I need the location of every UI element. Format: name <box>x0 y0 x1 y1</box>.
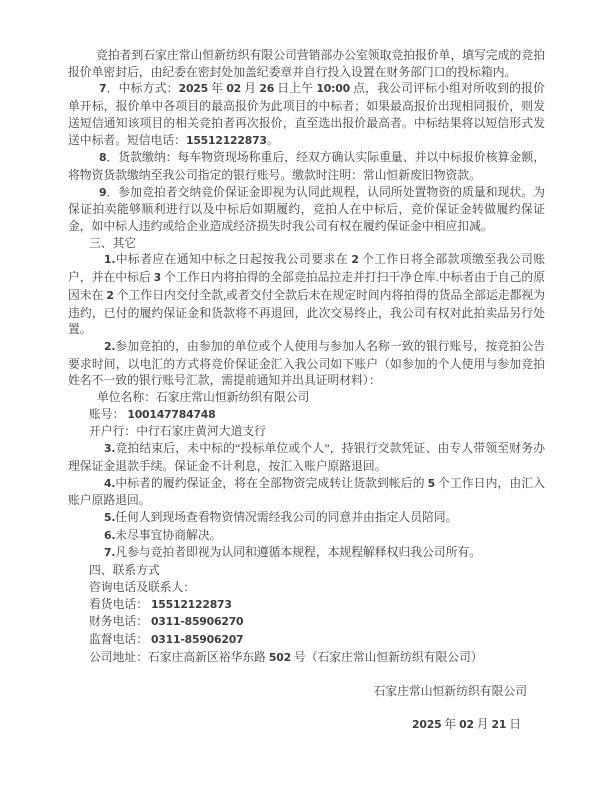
paragraph: 单位名称：石家庄常山恒新纺织有限公司 <box>97 390 310 405</box>
paragraph: 咨询电话及联系人： <box>89 579 196 594</box>
signature-date: 2025 年 02 月 21 日 <box>412 717 521 732</box>
paragraph: 开户行：中行石家庄黄河大道支行 <box>89 424 266 439</box>
paragraph: 财务电话： 0311-85906270 <box>89 614 244 629</box>
paragraph: 7．中标方式：2025 年 02 月 26 日上午 10:00 点，我公司评标小组对所收到的报价单开标，报价单中各项目的最高报价为此项目的中标者；如果最高报价出现相同报价，则发送短信通知该项目的相关竞拍者再次报价，直至选出报价最高者。中标结果将以短信形式发送中标者。短信电话：15512122873。 <box>68 81 545 147</box>
paragraph: 8．货款缴纳：每车物资现场称重后，经双方确认实际重量、并以中标报价核算金额，将物资货款缴纳至我公司指定的银行账号。缴款时注明：常山恒新废旧物资款。 <box>68 150 545 182</box>
paragraph: 5.任何人到现场查看物资情况需经我公司的同意并由指定人员陪同。 <box>104 509 458 524</box>
paragraph: 2.参加竞拍的，由参加的单位或个人使用与参加人名称一致的银行账号，按竞拍公告要求时间，以电汇的方式将竞价保证金汇入我公司如下账户（如参加的个人使用与参加竞拍姓名不一致的银行账号汇款，需提前通知并出具证明材料）： <box>68 338 545 388</box>
section-heading: 四、联系方式 <box>89 563 160 578</box>
paragraph: 看货电话： 15512122873 <box>89 596 232 611</box>
paragraph: 3.竞拍结束后，未中标的“投标单位或个人”，持银行交款凭证、由专人带领至财务办理保证金退款手续。保证金不计利息，按汇入账户原路退回。 <box>68 441 545 473</box>
section-heading: 三、其它 <box>89 235 137 250</box>
paragraph: 7.凡参与竞拍者即视为认同和遵循本规程，本规程解释权归我公司所有。 <box>104 545 481 560</box>
paragraph: 6.未尽事宜协商解决。 <box>104 527 222 542</box>
document-body <box>68 47 545 666</box>
paragraph: 监督电话： 0311-85906207 <box>89 631 244 646</box>
paragraph: 1.中标者应在通知中标之日起按我公司要求在 2 个工作日将全部款项缴至我公司账户，并在中标后 3 个工作日内将拍得的全部竞拍品拉走并打扫干净仓库.中标者由于自己的原因未在 2 个工作日内交付全款,或者交付全款后未在规定时间内将拍得的货品全部运走都视为违约，已付的履约保证金和货款将不再退回，此次交易终止，我公司有权对此拍卖品另行处置。 <box>68 252 546 337</box>
paragraph: 账号： 100147784748 <box>89 406 216 421</box>
paragraph: 9．参加竞拍者交纳竞价保证金即视为认同此规程，认同所处置物资的质量和现状。为保证拍卖能够顺利进行以及中标后如期履约，竞拍人在中标后，竞价保证金转做履约保证金，如中标人违约或给企业造成经济损失时我公司有权在履约保证金中相应扣减。 <box>68 184 545 234</box>
paragraph: 竞拍者到石家庄常山恒新纺织有限公司营销部办公室领取竞拍报价单，填写完成的竞拍报价单密封后，由纪委在密封处加盖纪委章并自行投入设置在财务部门口的投标箱内。 <box>68 48 545 79</box>
signature-company: 石家庄常山恒新纺织有限公司 <box>373 684 527 698</box>
paragraph: 4.中标者的履约保证金，将在全部物资完成转让货款到帐后的 5 个工作日内，由汇入账户原路退回。 <box>68 475 546 508</box>
paragraph: 公司地址：石家庄高新区裕华东路 502 号（石家庄常山恒新纺织有限公司） <box>89 649 483 664</box>
